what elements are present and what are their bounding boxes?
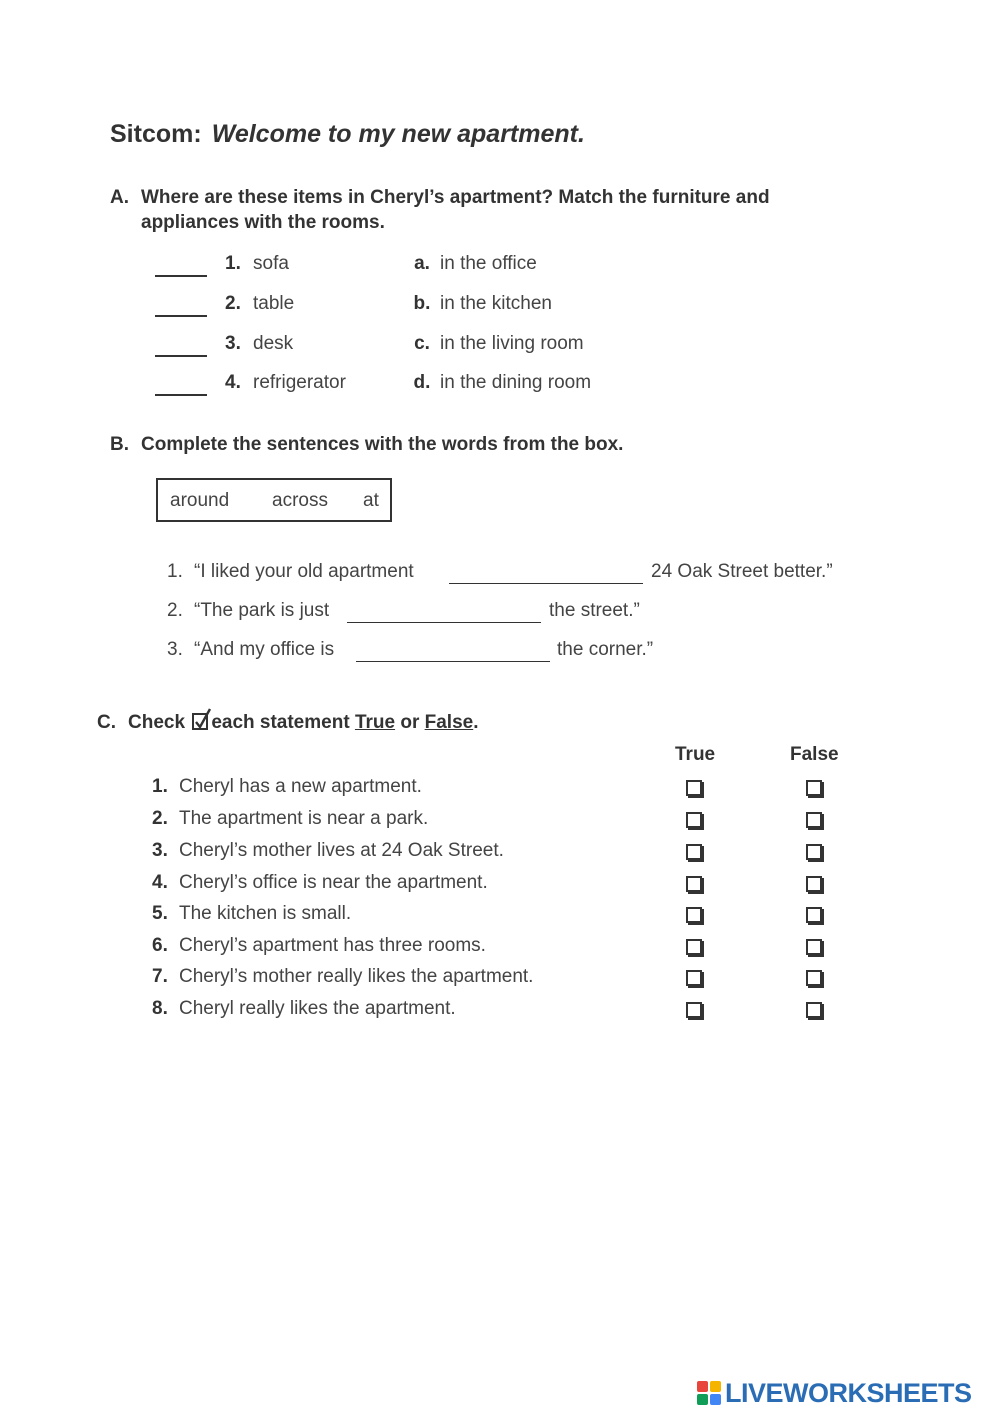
title-label: Sitcom: bbox=[110, 120, 202, 148]
false-checkbox[interactable] bbox=[806, 1002, 822, 1018]
false-word: False bbox=[424, 712, 474, 733]
section-a-instruction-line1: Where are these items in Cheryl’s apartment? Match the furniture and bbox=[141, 187, 770, 208]
sentence-number: 1. bbox=[167, 561, 183, 582]
statement-text: Cheryl’s mother really likes the apartment. bbox=[179, 966, 534, 987]
option-text: in the dining room bbox=[440, 372, 592, 393]
section-c-check-word: Check bbox=[128, 712, 186, 733]
column-header-true: True bbox=[675, 744, 716, 765]
statement-text: Cheryl really likes the apartment. bbox=[179, 998, 456, 1019]
title-subtitle: Welcome to my new apartment. bbox=[211, 120, 585, 148]
option-letter: c. bbox=[414, 333, 430, 354]
statement-number: 6. bbox=[152, 935, 168, 956]
word-box-word: around bbox=[170, 490, 230, 511]
statement-text: Cheryl’s apartment has three rooms. bbox=[179, 935, 486, 956]
answer-blank[interactable] bbox=[155, 355, 207, 357]
statement-text: The kitchen is small. bbox=[179, 903, 352, 924]
false-checkbox[interactable] bbox=[806, 939, 822, 955]
statement-number: 2. bbox=[152, 808, 168, 829]
statement-number: 5. bbox=[152, 903, 168, 924]
true-checkbox[interactable] bbox=[686, 812, 702, 828]
section-c-instruction-mid: each statement bbox=[211, 712, 350, 733]
answer-blank[interactable] bbox=[155, 394, 207, 396]
statement-number: 7. bbox=[152, 966, 168, 987]
section-b-heading bbox=[110, 434, 623, 456]
checkmark-box-icon bbox=[192, 713, 208, 730]
section-a-letter: A. bbox=[110, 187, 129, 208]
sentence-blank[interactable] bbox=[347, 622, 541, 623]
true-checkbox[interactable] bbox=[686, 780, 702, 796]
section-a-heading bbox=[110, 187, 770, 234]
false-checkbox[interactable] bbox=[806, 970, 822, 986]
statement-text: Cheryl’s mother lives at 24 Oak Street. bbox=[179, 840, 504, 861]
item-word: refrigerator bbox=[253, 372, 346, 393]
page-title bbox=[110, 120, 585, 149]
true-checkbox[interactable] bbox=[686, 970, 702, 986]
section-a-instruction-line2: appliances with the rooms. bbox=[141, 212, 385, 233]
statement-text: The apartment is near a park. bbox=[179, 808, 429, 829]
true-checkbox[interactable] bbox=[686, 939, 702, 955]
section-b-instruction: Complete the sentences with the words from the box. bbox=[141, 434, 624, 455]
statement-number: 4. bbox=[152, 872, 168, 893]
item-number: 4. bbox=[225, 372, 241, 393]
sentence-after: the street.” bbox=[549, 600, 640, 621]
item-word: table bbox=[253, 293, 295, 314]
false-checkbox[interactable] bbox=[806, 812, 822, 828]
statement-number: 1. bbox=[152, 776, 168, 797]
true-word: True bbox=[354, 712, 396, 733]
answer-blank[interactable] bbox=[155, 315, 207, 317]
false-checkbox[interactable] bbox=[806, 780, 822, 796]
true-checkbox[interactable] bbox=[686, 876, 702, 892]
item-word: sofa bbox=[253, 253, 289, 274]
logo-text: LIVEWORKSHEETS bbox=[725, 1377, 972, 1408]
sentence-after: the corner.” bbox=[557, 639, 654, 660]
sentence-after: 24 Oak Street better.” bbox=[651, 561, 833, 582]
option-text: in the living room bbox=[440, 333, 584, 354]
sentence-number: 3. bbox=[167, 639, 183, 660]
statement-number: 3. bbox=[152, 840, 168, 861]
true-checkbox[interactable] bbox=[686, 907, 702, 923]
section-c-end-punct: . bbox=[473, 712, 479, 733]
false-checkbox[interactable] bbox=[806, 844, 822, 860]
item-word: desk bbox=[253, 333, 294, 354]
item-number: 2. bbox=[225, 293, 241, 314]
liveworksheets-logo[interactable] bbox=[696, 1378, 972, 1408]
false-checkbox[interactable] bbox=[806, 876, 822, 892]
option-letter: b. bbox=[413, 293, 431, 314]
statement-text: Cheryl’s office is near the apartment. bbox=[179, 872, 488, 893]
sentence-before: “And my office is bbox=[194, 639, 335, 660]
or-word: or bbox=[400, 712, 420, 733]
answer-blank[interactable] bbox=[155, 275, 207, 277]
column-header-false: False bbox=[790, 744, 839, 765]
item-number: 3. bbox=[225, 333, 241, 354]
statement-text: Cheryl has a new apartment. bbox=[179, 776, 422, 797]
statement-number: 8. bbox=[152, 998, 168, 1019]
true-checkbox[interactable] bbox=[686, 844, 702, 860]
section-c-letter: C. bbox=[97, 712, 116, 733]
option-text: in the office bbox=[440, 253, 537, 274]
option-letter: d. bbox=[413, 372, 431, 393]
option-letter: a. bbox=[414, 253, 430, 274]
section-b-letter: B. bbox=[110, 434, 129, 455]
sentence-blank[interactable] bbox=[356, 661, 550, 662]
item-number: 1. bbox=[225, 253, 241, 274]
option-text: in the kitchen bbox=[440, 293, 552, 314]
sentence-before: “I liked your old apartment bbox=[194, 561, 414, 582]
section-c-heading bbox=[97, 712, 479, 734]
sentence-before: “The park is just bbox=[194, 600, 330, 621]
sentence-number: 2. bbox=[167, 600, 183, 621]
word-box-word: at bbox=[363, 490, 379, 511]
sentence-blank[interactable] bbox=[449, 583, 643, 584]
false-checkbox[interactable] bbox=[806, 907, 822, 923]
liveworksheets-logo-icon bbox=[696, 1380, 722, 1406]
true-checkbox[interactable] bbox=[686, 1002, 702, 1018]
word-box-word: across bbox=[272, 490, 328, 511]
word-box bbox=[156, 478, 392, 522]
